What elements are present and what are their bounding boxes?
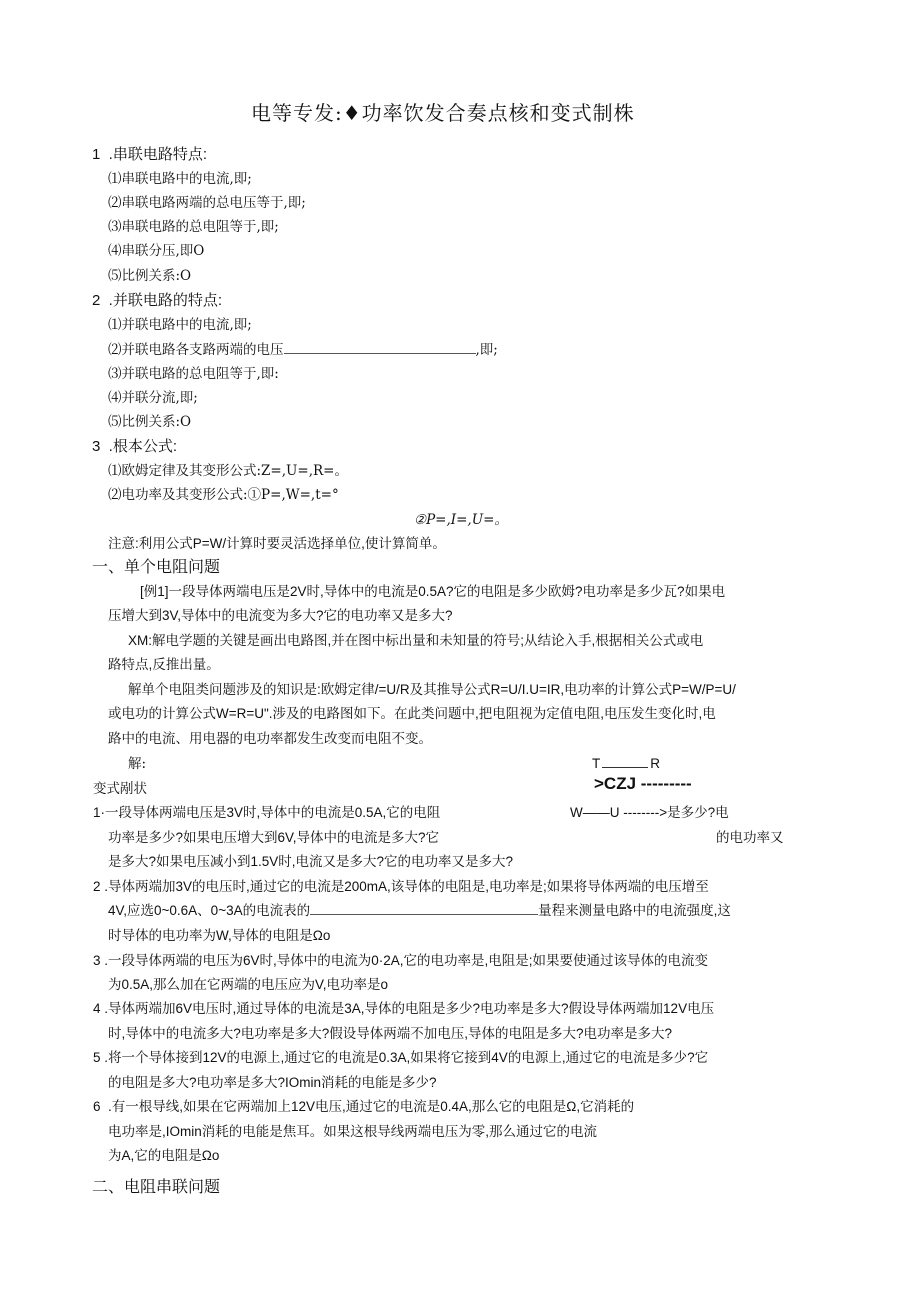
s1-item-3: ⑶串联电路的总电阻等于,即; bbox=[108, 219, 279, 235]
question-1-line-2-tail: 的电功率又 bbox=[716, 830, 784, 845]
s1-item-5: ⑸比例关系:O bbox=[108, 268, 192, 284]
circuit-diagram-body: >CZJ --------- bbox=[594, 774, 692, 793]
circuit-label-r: R bbox=[650, 756, 660, 771]
question-4-line-2: 时,导体中的电流多大?电功率是多大?假设导体两端不加电压,导体的电阻是多大?电功率是多大? bbox=[108, 1026, 673, 1041]
circuit-wire bbox=[602, 757, 648, 768]
question-2-line-2 bbox=[108, 901, 731, 921]
question-5-line-2: 的电阻是多大?电功率是多大?IOmin消耗的电能是多少? bbox=[108, 1075, 437, 1090]
s2-item-1: ⑴并联电路中的电流,即; bbox=[108, 317, 252, 333]
question-1-line-3: 是多大?如果电压减小到1.5V时,电流又是多大?它的电功率又是多大? bbox=[108, 854, 514, 869]
question-1-line-1: 1·一段导体两端电压是3V时,导体中的电流是0.5A,它的电阻 bbox=[93, 805, 441, 820]
question-1-line-2: 功率是多少?如果电压增大到6V,导体中的电流是多大?它 bbox=[108, 830, 440, 845]
question-2-line-3: 时导体的电功率为W,导体的电阻是Ωo bbox=[108, 928, 331, 943]
fill-blank bbox=[284, 341, 476, 354]
s2-item-2-tail: ,即; bbox=[475, 342, 498, 358]
question-6-line-3: 为A,它的电阻是Ωo bbox=[108, 1148, 220, 1163]
page-title: 电等专发:♦功率饮发合奏点核和变式制株 bbox=[251, 101, 635, 125]
circuit-label-t: T bbox=[592, 756, 601, 771]
knowledge-line-3: 路中的电流、用电器的电功率都发生改变而电阻不变。 bbox=[108, 731, 432, 746]
s1-item-1: ⑴串联电路中的电流,即; bbox=[108, 171, 252, 187]
formula-power: ⑵电功率及其变形公式:①P=,W=,t=° bbox=[108, 487, 339, 503]
question-2-line-2-tail: 量程来测量电路中的电流强度,这 bbox=[538, 903, 731, 918]
analysis-line-2: 路特点,反推出量。 bbox=[108, 657, 220, 672]
solve-label: 解: bbox=[128, 756, 147, 772]
section-2-heading: 2 .并联电路的特点: bbox=[92, 292, 223, 309]
circuit-diagram-top bbox=[592, 754, 660, 774]
section-1-heading: 1 .串联电路特点: bbox=[92, 146, 208, 163]
question-4-line-1: 4 .导体两端加6V电压时,通过导体的电流是3A,导体的电阻是多少?电功率是多大?假设导体两端加12V电压 bbox=[93, 1001, 715, 1016]
analysis-line-1: XM:解电学题的关键是画出电路图,并在图中标出量和未知量的符号;从结论入手,根据相关公式或电 bbox=[128, 633, 704, 648]
s2-item-5: ⑸比例关系:O bbox=[108, 414, 192, 430]
question-3-line-2: 为0.5A,那么加在它两端的电压应为V,电功率是o bbox=[108, 977, 389, 992]
question-6-line-1: 6 .有一根导线,如果在它两端加上12V电压,通过它的电流是0.4A,那么它的电阻是Ω,它消耗的 bbox=[93, 1099, 635, 1114]
formula-note: 注意:利用公式P=W/计算时要灵活选择单位,使计算简单。 bbox=[108, 536, 446, 551]
question-3-line-1: 3 .一段导体两端的电压为6V时,导体中的电流为0·2A,它的电功率是,电阻是;如果要使通过该导体的电流变 bbox=[93, 953, 709, 968]
part-2-heading: 二、电阻串联问题 bbox=[92, 1179, 221, 1196]
s2-item-2 bbox=[108, 340, 498, 360]
formula-ohm: ⑴欧姆定律及其变形公式:Z=,U=,R=。 bbox=[108, 463, 348, 479]
formula-power-2: ②P=,I=,U=。 bbox=[414, 512, 508, 528]
question-6-line-2: 电功率是,IOmin消耗的电能是焦耳。如果这根导线两端电压为零,那么通过它的电流 bbox=[108, 1124, 598, 1139]
s2-item-2-text: ⑵并联电路各支路两端的电压 bbox=[108, 342, 284, 358]
s1-item-4: ⑷串联分压,即O bbox=[108, 243, 205, 259]
example-1-line-1: [例1]一段导体两端电压是2V时,导体中的电流是0.5A?它的电阻是多少欧姆?电功率是多少瓦?如果电 bbox=[140, 584, 726, 599]
fill-blank bbox=[310, 902, 538, 915]
question-2-line-2-text: 4V,应选0~0.6A、0~3A的电流表的 bbox=[108, 903, 311, 918]
s1-item-2: ⑵串联电路两端的总电压等于,即; bbox=[108, 195, 306, 211]
circuit-diagram-bottom bbox=[570, 803, 729, 823]
example-1-line-2: 压增大到3V,导体中的电流变为多大?它的电功率又是多大? bbox=[108, 608, 453, 623]
question-2-line-1: 2 .导体两端加3V的电压时,通过它的电流是200mA,该导体的电阻是,电功率是;如果将导体两端的电压增至 bbox=[93, 879, 709, 894]
s2-item-3: ⑶并联电路的总电阻等于,即: bbox=[108, 366, 279, 382]
knowledge-line-2: 或电功的计算公式W=R=U".涉及的电路图如下。在此类问题中,把电阻视为定值电阻,电压发生变化时,电 bbox=[108, 706, 716, 721]
variant-label: 变式剐状 bbox=[93, 781, 147, 797]
question-1-line-1-tail: 是多少?电 bbox=[667, 805, 729, 820]
circuit-label-wu: W——U --------> bbox=[570, 805, 668, 820]
part-1-heading: 一、单个电阻问题 bbox=[92, 559, 221, 576]
knowledge-line-1: 解单个电阻类问题涉及的知识是:欧姆定律/=U/R及其推导公式R=U/I.U=IR,电功率的计算公式P=W/P=U/ bbox=[128, 682, 736, 697]
question-5-line-1: 5 .将一个导体接到12V的电源上,通过它的电流是0.3A,如果将它接到4V的电源上,通过它的电流是多少?它 bbox=[93, 1050, 709, 1065]
s2-item-4: ⑷并联分流,即; bbox=[108, 390, 198, 406]
section-3-heading: 3 .根本公式: bbox=[92, 438, 178, 455]
